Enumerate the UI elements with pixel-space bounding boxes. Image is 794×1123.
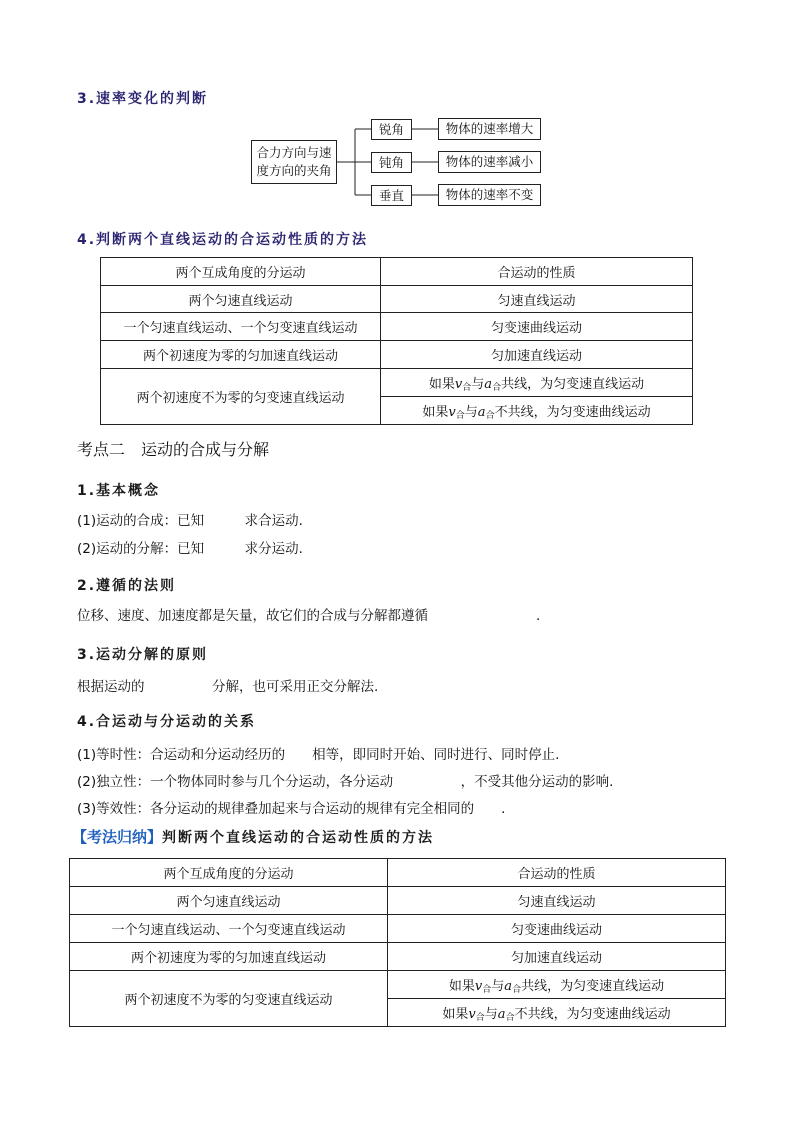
table-cell-condition-noncollinear: 如果$v_合$与$a_合$不共线，为匀变速曲线运动 (388, 999, 726, 1027)
table-cell: 匀速直线运动 (381, 286, 693, 313)
table-cell: 匀速直线运动 (388, 887, 726, 915)
table-cell: 匀变速曲线运动 (381, 313, 693, 341)
table-cell: 匀加速直线运动 (388, 943, 726, 971)
table-cell: 一个匀速直线运动、一个匀变速直线运动 (70, 915, 388, 943)
independence-text: (2)独立性：一个物体同时参与几个分运动，各分运动 ，不受其他分运动的影响. (77, 774, 614, 790)
angle-perpendicular-box: 垂直 (371, 185, 412, 206)
table-cell: 两个初速度为零的匀加速直线运动 (70, 943, 388, 971)
table-cell-condition-noncollinear: 如果$v_合$与$a_合$不共线，为匀变速曲线运动 (381, 397, 693, 425)
table-cell-condition-collinear: 如果$v_合$与$a_合$共线，为匀变速直线运动 (381, 369, 693, 397)
section-3-heading: 3.速率变化的判断 (77, 91, 209, 107)
result-decrease-box: 物体的速率减小 (438, 151, 541, 173)
table-header: 合运动的性质 (381, 258, 693, 286)
equivalence-text: (3)等效性：各分运动的规律叠加起来与合运动的规律有完全相同的 . (77, 801, 506, 817)
principle-text: 根据运动的 分解，也可采用正交分解法. (77, 679, 379, 695)
basic-concepts-heading: 1.基本概念 (77, 483, 161, 499)
kaofa-title: 判断两个直线运动的合运动性质的方法 (162, 830, 435, 846)
table-cell: 匀变速曲线运动 (388, 915, 726, 943)
composition-definition: (1)运动的合成：已知 求合运动. (77, 513, 303, 529)
result-increase-box: 物体的速率增大 (438, 118, 541, 140)
kaodian-2-title: 考点二 运动的合成与分解 (77, 440, 270, 459)
isochronism-text: (1)等时性：合运动和分运动经历的 相等，即同时开始、同时进行、同时停止. (77, 747, 560, 763)
kaofa-label: 【考法归纳】 (72, 828, 163, 846)
table-cell: 两个匀速直线运动 (70, 887, 388, 915)
table-cell: 两个初速度不为零的匀变速直线运动 (70, 971, 388, 1027)
table-cell: 一个匀速直线运动、一个匀变速直线运动 (101, 313, 381, 341)
angle-obtuse-box: 钝角 (371, 152, 412, 173)
table-header: 两个互成角度的分运动 (101, 258, 381, 286)
table-cell: 匀加速直线运动 (381, 341, 693, 369)
table-header: 两个互成角度的分运动 (70, 859, 388, 887)
motion-table-1 (100, 257, 693, 425)
table-cell: 两个匀速直线运动 (101, 286, 381, 313)
section-4-heading: 4.判断两个直线运动的合运动性质的方法 (77, 232, 369, 248)
kaofa-heading (72, 826, 434, 847)
table-cell: 两个初速度为零的匀加速直线运动 (101, 341, 381, 369)
motion-table-2 (69, 858, 726, 1027)
principle-heading: 3.运动分解的原则 (77, 647, 209, 663)
table-cell-condition-collinear: 如果$v_合$与$a_合$共线，为匀变速直线运动 (388, 971, 726, 999)
relation-heading: 4.合运动与分运动的关系 (77, 714, 257, 730)
rule-heading: 2.遵循的法则 (77, 578, 177, 594)
table-cell: 两个初速度不为零的匀变速直线运动 (101, 369, 381, 425)
diagram-root-box: 合力方向与速度方向的夹角 (251, 140, 337, 184)
rule-text: 位移、速度、加速度都是矢量，故它们的合成与分解都遵循 . (77, 608, 541, 624)
table-header: 合运动的性质 (388, 859, 726, 887)
angle-acute-box: 锐角 (371, 119, 412, 140)
decomposition-definition: (2)运动的分解：已知 求分运动. (77, 541, 303, 557)
result-unchanged-box: 物体的速率不变 (438, 184, 541, 206)
